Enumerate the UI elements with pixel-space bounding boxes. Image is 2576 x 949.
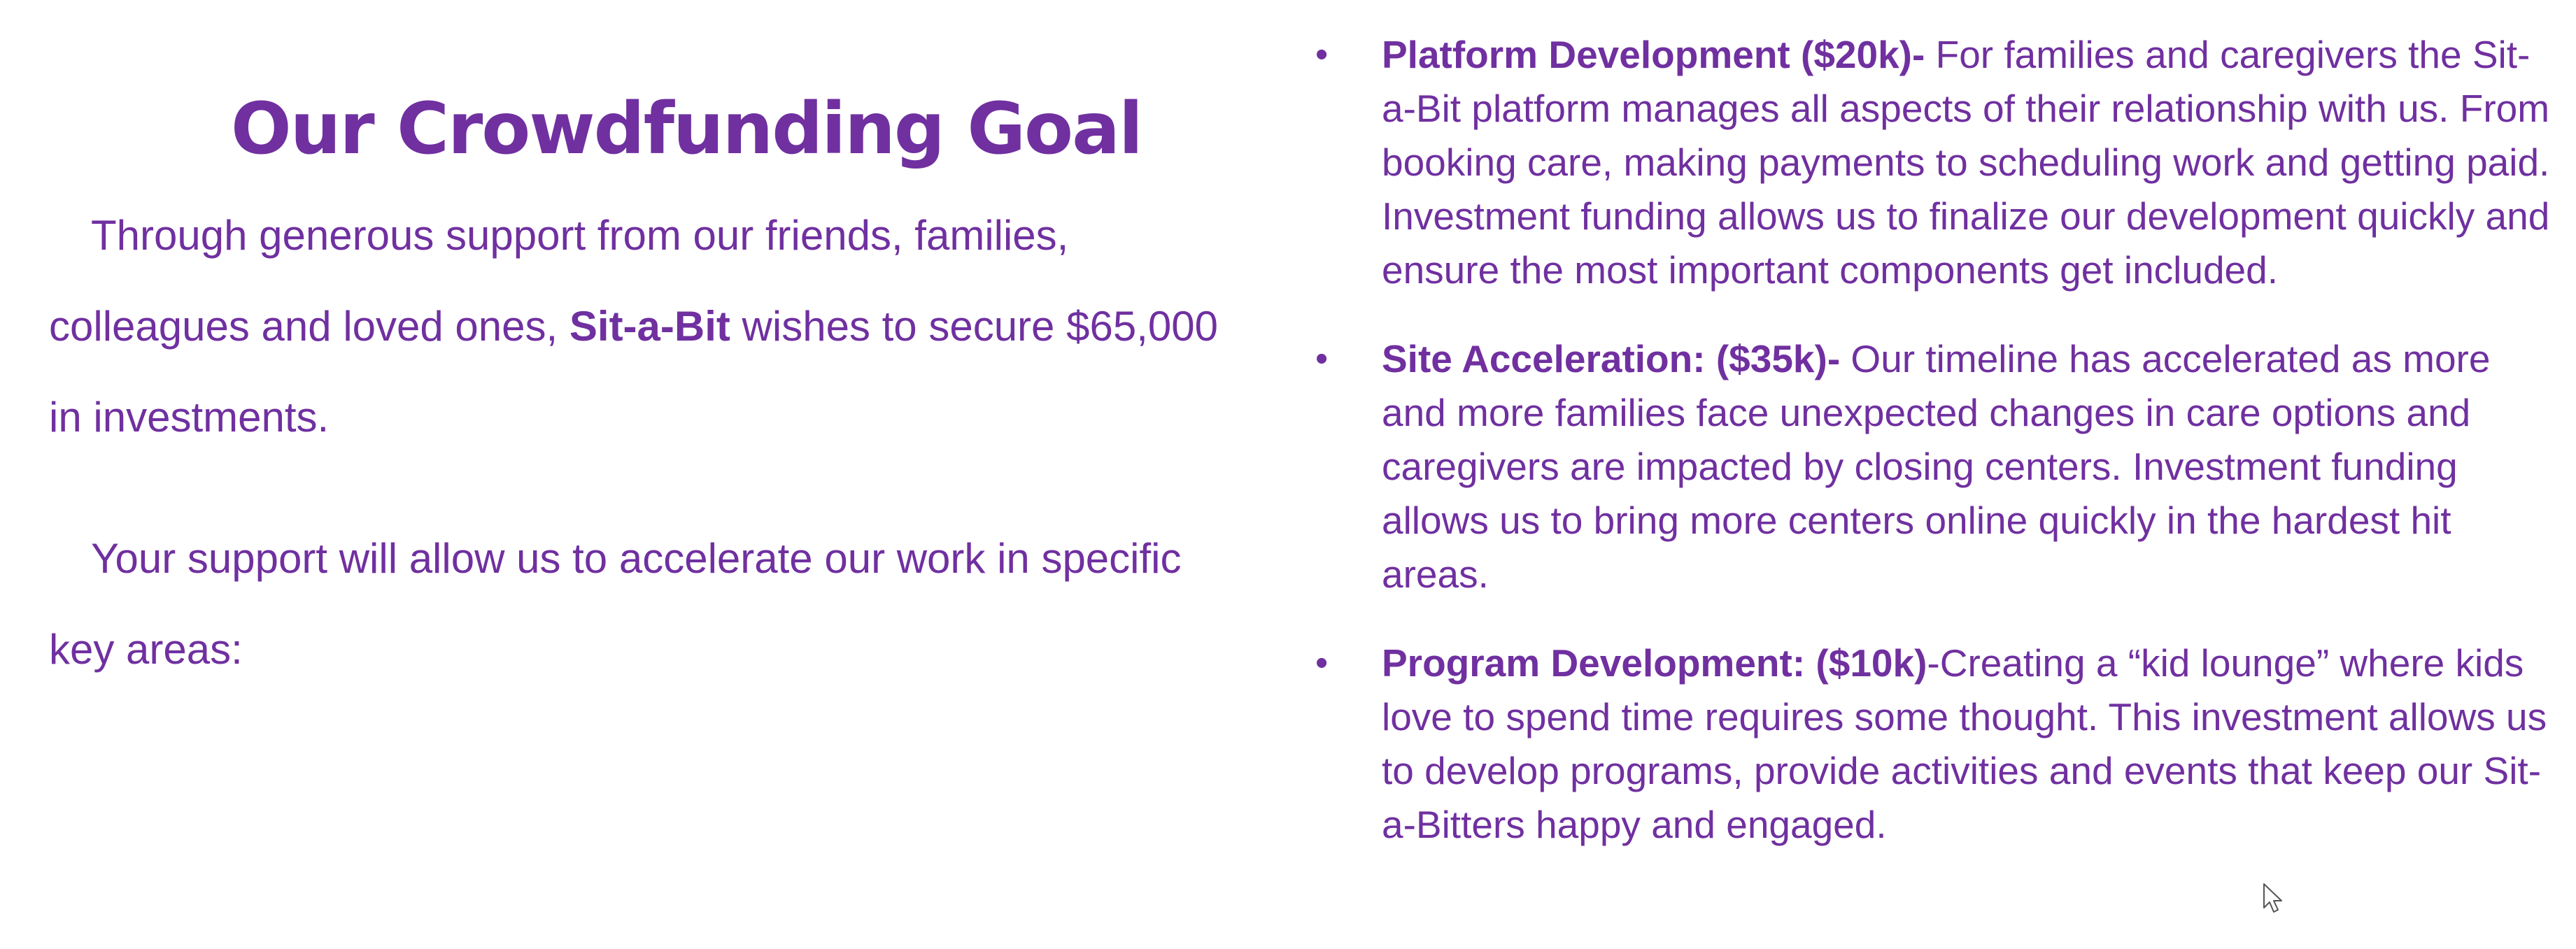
intro-text-after: wishes to secure $65,000 in investments. bbox=[49, 303, 1218, 441]
left-column bbox=[49, 84, 1238, 695]
support-paragraph: Your support will allow us to accelerate our work in specific key areas: bbox=[49, 535, 1182, 673]
page-title: Our Crowdfunding Goal bbox=[231, 87, 1142, 171]
bullet-dot-icon: • bbox=[1315, 338, 1329, 379]
list-item-site-acceleration bbox=[1315, 332, 2561, 601]
list-item-platform-development bbox=[1315, 28, 2561, 297]
bullet-heading: Site Acceleration: ($35k)- bbox=[1382, 337, 1841, 380]
intro-paragraph bbox=[49, 190, 1238, 463]
bullet-dot-icon: • bbox=[1315, 643, 1329, 683]
intro-text-before: Through generous support from our friends, families, colleagues and loved ones, bbox=[49, 212, 1069, 350]
bullet-text: For families and caregivers the Sit-a-Bit platform manages all aspects of their relationship with us. From booking care, making payments to scheduling work and getting paid. Investment funding allows us to finalize our development quickly and ensure the most important components get included. bbox=[1382, 33, 2550, 292]
bullet-heading: Program Development: ($10k) bbox=[1382, 641, 1927, 685]
bullet-heading: Platform Development ($20k)- bbox=[1382, 33, 1925, 76]
bullet-dot-icon: • bbox=[1315, 34, 1329, 75]
mouse-pointer-icon bbox=[2263, 883, 2284, 913]
brand-name: Sit-a-Bit bbox=[569, 303, 730, 350]
bullet-text: -Creating a “kid lounge” where kids love to spend time requires some thought. This investment allows us to develop programs, provide activities and events that keep our Sit-a-Bitters happy and engaged. bbox=[1382, 641, 2547, 846]
bullet-text: Our timeline has accelerated as more and more families face unexpected changes in care options and caregivers are impacted by closing centers. Investment funding allows us to bring more centers online quickly in the hardest hit areas. bbox=[1382, 337, 2491, 596]
bullet-list bbox=[1315, 28, 2561, 887]
list-item-program-development bbox=[1315, 636, 2561, 852]
